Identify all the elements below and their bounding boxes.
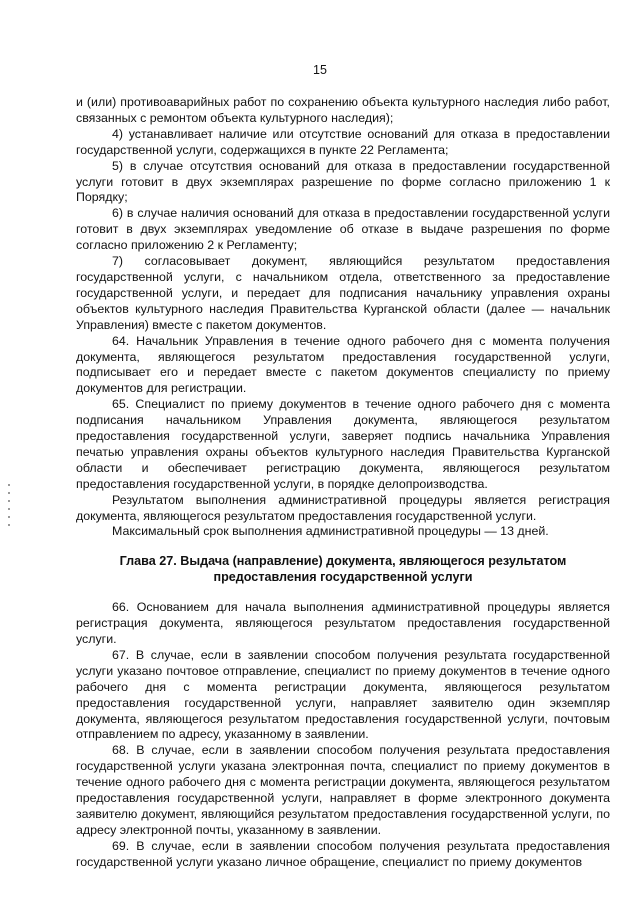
paragraph: и (или) противоаварийных работ по сохранению объекта культурного наследия либо работ, связанных с ремонтом объекта культурного наследия); <box>76 95 610 125</box>
paragraph: 66. Основанием для начала выполнения административной процедуры является регистрация документа, являющегося результатом предоставления государственной услуги. <box>76 600 610 646</box>
page-number: 15 <box>313 63 327 77</box>
paragraph: 65. Специалист по приему документов в течение одного рабочего дня с момента подписания начальником Управления документа, являющегося результатом предоставления государственной услуги, заверяет подпись начальника Управления печатью управления охраны объектов культурного наследия Правительства Курганской области и обеспечивает регистрацию документа, являющегося результатом предоставления государственной услуги, в порядке делопроизводства. <box>76 397 610 491</box>
paragraph: Максимальный срок выполнения административной процедуры — 13 дней. <box>112 524 549 539</box>
paragraph: 69. В случае, если в заявлении способом получения результата предоставления государственной услуги указано личное обращение, специалист по приему документов <box>76 838 610 869</box>
paragraph: 68. В случае, если в заявлении способом получения результата предоставления государственной услуги указана электронная почта, специалист по приему документов в течение одного рабочего дня с момента регистрации документа, являющегося результатом предоставления государственной услуги, направляет в форме электронного документа заявителю документ, являющийся результатом предоставления государственной услуги, по адресу электронной почты, указанному в заявлении. <box>76 743 610 837</box>
paragraph: 6) в случае наличия оснований для отказа в предоставлении государственной услуги готовит в двух экземплярах уведомление об отказе в выдаче разрешения по форме согласно приложению 2 к Регламенту; <box>76 206 610 253</box>
paragraph: 4) устанавливает наличие или отсутствие оснований для отказа в предоставлении государственной услуги, содержащихся в пункте 22 Регламента; <box>76 126 610 157</box>
chapter-heading: Глава 27. Выдача (направление) документа, являющегося результатом предоставления государственной услуги <box>119 554 567 585</box>
paragraph: 7) согласовывает документ, являющийся результатом предоставления государственной услуги, с начальником отдела, ответственного за предоставление государственной услуги, и передает для подписания начальнику управления охраны объектов культурного наследия Правительства Курганской области (далее — начальник Управления) вместе с пакетом документов. <box>76 254 610 332</box>
margin-scan-marks <box>8 484 11 536</box>
paragraph: 5) в случае отсутствия оснований для отказа в предоставлении государственной услуги готовит в двух экземплярах разрешение по форме согласно приложению 1 к Порядку; <box>76 158 610 205</box>
paragraph: 67. В случае, если в заявлении способом получения результата государственной услуги указано почтовое отправление, специалист по приему документов в течение одного рабочего дня с момента регистрации документа, являющегося результатом предоставления государственной услуги, направляет заявителю один экземпляр документа, являющегося результатом предоставления государственной услуги, почтовым отправлением по адресу, указанному в заявлении. <box>76 647 610 742</box>
paragraph: 64. Начальник Управления в течение одного рабочего дня с момента получения документа, являющегося результатом предоставления государственной услуги, подписывает его и передает вместе с пакетом документов специалисту по приему документов для регистрации. <box>76 333 610 396</box>
paragraph: Результатом выполнения административной процедуры является регистрация документа, являющегося результатом предоставления государственной услуги. <box>76 492 610 523</box>
document-body <box>76 95 610 871</box>
